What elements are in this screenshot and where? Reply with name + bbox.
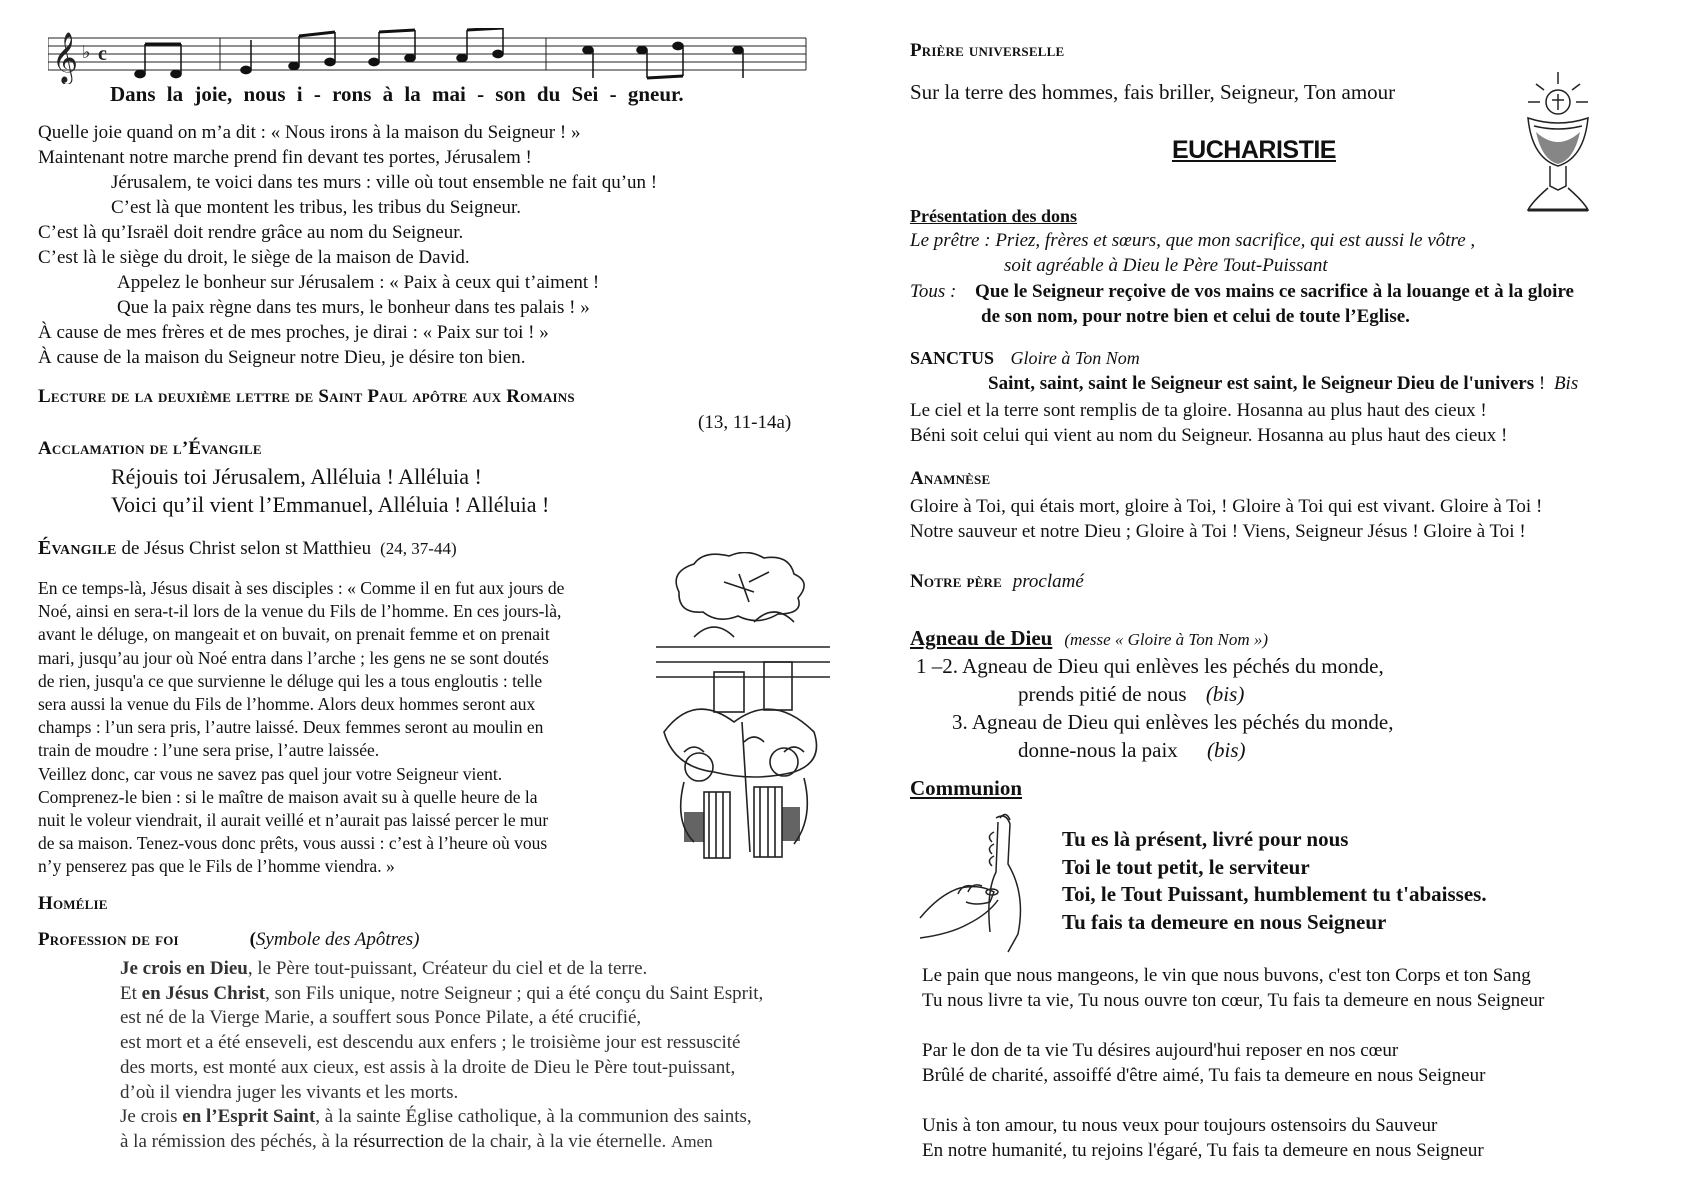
- communion-refrain-line: Tu fais ta demeure en nous Seigneur: [1062, 909, 1387, 934]
- pretre-line-2: soit agréable à Dieu le Père Tout-Puissant: [1004, 255, 1328, 276]
- gospel-line: En ce temps-là, Jésus disait à ses disciples : « Comme il en fut aux jours de: [38, 578, 565, 598]
- communion-refrain-line: Toi, le Tout Puissant, humblement tu t'abaisses.: [1062, 882, 1487, 906]
- psalm-line: Appelez le bonheur sur Jérusalem : « Paix à ceux qui t’aiment !: [117, 272, 600, 293]
- communion-refrain: [1062, 826, 1487, 936]
- sanctus-line-3: Béni soit celui qui vient au nom du Seigneur. Hosanna au plus haut des cieux !: [910, 425, 1508, 446]
- agneau-text: prends pitié de nous: [1018, 682, 1187, 706]
- anamnese-line: Gloire à Toi, qui étais mort, gloire à Toi, ! Gloire à Toi qui est vivant. Gloire à Toi !: [910, 496, 1543, 517]
- tous-label: Tous :: [910, 281, 957, 302]
- gospel-subtitle: de Jésus Christ selon st Matthieu: [121, 538, 372, 559]
- creed: [120, 957, 763, 1155]
- creed-line: [120, 1105, 763, 1130]
- creed-line: [120, 1130, 763, 1155]
- communion-refrain-line: Toi le tout petit, le serviteur: [1062, 854, 1310, 879]
- agneau-heading: Agneau de Dieu: [910, 626, 1053, 650]
- sanctus-refrain-end: !: [1534, 373, 1546, 394]
- creed-bold: Je crois en Dieu: [120, 958, 248, 979]
- psalm-line: À cause de la maison du Seigneur notre Dieu, je désire ton bien.: [38, 347, 526, 368]
- creed-text: à la rémission des péchés, à la: [120, 1130, 354, 1152]
- lecture-heading: Lecture de la deuxième lettre de Saint Paul apôtre aux Romains: [38, 386, 575, 407]
- creed-line: [120, 982, 763, 1007]
- tous-line: [910, 281, 1574, 303]
- sanctus-refrain: [988, 373, 1578, 395]
- gospel-line: sera aussi la venue du Fils de l’homme. Alors deux hommes seront aux: [38, 694, 536, 715]
- notre-pere-heading: Notre père: [910, 571, 1002, 592]
- agneau-line: [1018, 682, 1244, 707]
- creed-text: Je crois: [120, 1106, 183, 1128]
- pretre-text: Priez, frères et sœurs, que mon sacrifice, qui est aussi le vôtre ,: [995, 230, 1476, 251]
- communion-refrain-line: Tu es là présent, livré pour nous: [1062, 827, 1349, 851]
- sanctus-heading: SANCTUS: [910, 348, 995, 368]
- gospel-line: nuit le voleur viendrait, il aurait veillé et n’aurait pas laissé percer le mur: [38, 810, 549, 831]
- lecture-ref: (13, 11-14a): [698, 412, 792, 433]
- creed-emph: résurrection: [353, 1130, 444, 1152]
- svg-text:𝄞: 𝄞: [52, 32, 79, 83]
- tous-line-2: de son nom, pour notre bien et celui de toute l’Eglise.: [981, 306, 1410, 327]
- acclamation-line: Voici qu’il vient l’Emmanuel, Alléluia ! Alléluia !: [111, 492, 550, 517]
- agneau-heading-line: [910, 626, 1268, 651]
- communion-heading: Communion: [910, 776, 1023, 800]
- verse-gap: [922, 1013, 1544, 1038]
- profession-subtitle: Symbole des Apôtres): [255, 929, 420, 950]
- creed-text: , à la sainte Église catholique, à la communion des saints,: [315, 1106, 752, 1128]
- notre-pere-line: [910, 571, 1084, 593]
- chalice-host-icon: [1520, 70, 1596, 216]
- hands-receiving-host-icon: [918, 808, 1046, 954]
- sanctus-bis: Bis: [1553, 373, 1579, 394]
- sanctus-line-2: Le ciel et la terre sont remplis de ta gloire. Hosanna au plus haut des cieux !: [910, 400, 1487, 421]
- sanctus-line: [910, 348, 1140, 369]
- creed-line: des morts, est monté aux cieux, est assis à la droite de Dieu le Père tout-puissant,: [120, 1056, 736, 1078]
- svg-text:♭: ♭: [82, 42, 91, 63]
- priere-heading: Prière universelle: [910, 40, 1065, 61]
- psalm-line: Que la paix règne dans tes murs, le bonheur dans tes palais ! »: [117, 297, 590, 318]
- psalm-line: C’est là le siège du droit, le siège de la maison de David.: [38, 247, 470, 268]
- creed-text: Et: [120, 982, 142, 1004]
- psalm-line: À cause de mes frères et de mes proches, je dirai : « Paix sur toi ! »: [38, 322, 549, 343]
- gospel-line: train de moudre : l’une sera prise, l’autre laissée.: [38, 740, 380, 761]
- gospel-line: champs : l’un sera pris, l’autre laissé. Deux femmes seront au moulin en: [38, 717, 544, 738]
- gospel-heading-line: [38, 537, 457, 560]
- homily-heading: Homélie: [38, 893, 108, 914]
- creed-line: est né de la Vierge Marie, a souffert sous Ponce Pilate, a été crucifié,: [120, 1007, 642, 1029]
- gospel-line: Veillez donc, car vous ne savez pas quel jour votre Seigneur vient.: [38, 763, 503, 784]
- sanctus-subtitle: Gloire à Ton Nom: [1010, 348, 1140, 368]
- creed-text: , son Fils unique, notre Seigneur ; qui a été conçu du Saint Esprit,: [265, 982, 764, 1004]
- creed-text: de la chair, à la vie éternelle.: [443, 1130, 672, 1152]
- creed-bold: en l’Esprit Saint: [182, 1106, 316, 1128]
- notre-pere-subtitle: proclamé: [1012, 571, 1084, 592]
- eucharistie-title: EUCHARISTIE: [1172, 136, 1336, 164]
- gospel-line: Noé, ainsi en sera-t-il lors de la venue du Fils de l’homme. En ces jours-là,: [38, 601, 562, 622]
- creed-line: est mort et a été enseveli, est descendu aux enfers ; le troisième jour est ressuscité: [120, 1032, 741, 1054]
- verse-gap: [922, 1088, 1544, 1113]
- psalm-line: C’est là que montent les tribus, les tribus du Seigneur.: [111, 197, 522, 218]
- gospel-line: avant le déluge, on mangeait et on buvait, on prenait femme et on prenait: [38, 624, 550, 645]
- creed-line: [120, 957, 763, 982]
- psalm-line: Jérusalem, te voici dans tes murs : ville où tout ensemble ne fait qu’un !: [111, 172, 658, 193]
- pretre-label: Le prêtre :: [910, 230, 991, 251]
- sanctus-refrain-text: Saint, saint, saint le Seigneur est saint, le Seigneur Dieu de l'univers: [988, 373, 1535, 394]
- communion-verse-line: Unis à ton amour, tu nous veux pour toujours ostensoirs du Sauveur: [922, 1115, 1438, 1136]
- agneau-subtitle: (messe « Gloire à Ton Nom »): [1064, 630, 1269, 649]
- communion-verse-line: Le pain que nous mangeons, le vin que nous buvons, c'est ton Corps et ton Sang: [922, 965, 1531, 986]
- gospel-line: Comprenez-le bien : si le maître de maison avait su à quelle heure de la: [38, 786, 538, 807]
- profession-paren: (: [249, 929, 256, 950]
- creed-bold: en Jésus Christ: [141, 982, 266, 1004]
- psalm-line: C’est là qu’Israël doit rendre grâce au nom du Seigneur.: [38, 222, 464, 243]
- communion-verse-line: Tu nous livre ta vie, Tu nous ouvre ton cœur, Tu fais ta demeure en nous Seigneur: [922, 990, 1545, 1011]
- agneau-bis: (bis): [1207, 738, 1246, 762]
- psalm-line: Maintenant notre marche prend fin devant tes portes, Jérusalem !: [38, 147, 532, 168]
- psalm-line: Quelle joie quand on m’a dit : « Nous irons à la maison du Seigneur ! »: [38, 122, 581, 143]
- anamnese-heading: Anamnèse: [910, 468, 991, 489]
- anamnese-line: Notre sauveur et notre Dieu ; Gloire à Toi ! Viens, Seigneur Jésus ! Gloire à Toi !: [910, 521, 1526, 542]
- creed-amen: Amen: [671, 1131, 713, 1151]
- gospel-line: de sa maison. Tenez-vous donc prêts, vous aussi : c’est à l’heure où vous: [38, 833, 548, 854]
- gospel-heading: Évangile: [38, 537, 117, 559]
- communion-verse-line: En notre humanité, tu rejoins l'égaré, Tu fais ta demeure en nous Seigneur: [922, 1140, 1484, 1161]
- agneau-bis: (bis): [1205, 682, 1245, 706]
- profession-heading: Profession de foi: [38, 929, 179, 950]
- priere-refrain: Sur la terre des hommes, fais briller, Seigneur, Ton amour: [910, 80, 1396, 104]
- agneau-line: 3. Agneau de Dieu qui enlèves les péchés du monde,: [952, 710, 1394, 734]
- acclamation-line: Réjouis toi Jérusalem, Alléluia ! Alléluia !: [111, 464, 482, 489]
- svg-text:c: c: [98, 43, 107, 65]
- gospel-text: [38, 577, 564, 879]
- creed-text: , le Père tout-puissant, Créateur du ciel et de la terre.: [247, 958, 648, 979]
- profession-line: [38, 929, 419, 951]
- communion-verses: [922, 963, 1544, 1163]
- gospel-line: de rien, jusqu'a ce que survienne le déluge qui les a tous engloutis : telle: [38, 670, 543, 691]
- agneau-line: [1018, 738, 1246, 763]
- presentation-heading: Présentation des dons: [910, 206, 1078, 226]
- tous-text: Que le Seigneur reçoive de vos mains ce sacrifice à la louange et à la gloire: [975, 281, 1574, 302]
- acclamation-heading: Acclamation de l’Évangile: [38, 438, 262, 459]
- gospel-line: n’y penserez pas que le Fils de l’homme viendra. »: [38, 856, 395, 877]
- gospel-ref: (24, 37-44): [380, 539, 457, 558]
- communion-verse-line: Par le don de ta vie Tu désires aujourd'hui reposer en nos cœur: [922, 1040, 1399, 1061]
- refrain-lyric: Dans la joie, nous i - rons à la mai - son du Sei - gneur.: [110, 82, 684, 106]
- pretre-line: [910, 230, 1475, 252]
- creed-line: d’où il viendra juger les vivants et les morts.: [120, 1081, 459, 1103]
- agneau-line: 1 –2. Agneau de Dieu qui enlèves les péchés du monde,: [916, 654, 1384, 678]
- agneau-text: donne-nous la paix: [1018, 738, 1178, 762]
- gospel-line: mari, jusqu’au jour où Noé entra dans l’arche ; les gens ne se sont doutés: [38, 647, 549, 668]
- music-staff-icon: [48, 28, 808, 84]
- noah-harvest-illustration: [654, 552, 832, 864]
- communion-verse-line: Brûlé de charité, assoiffé d'être aimé, Tu fais ta demeure en nous Seigneur: [922, 1065, 1486, 1086]
